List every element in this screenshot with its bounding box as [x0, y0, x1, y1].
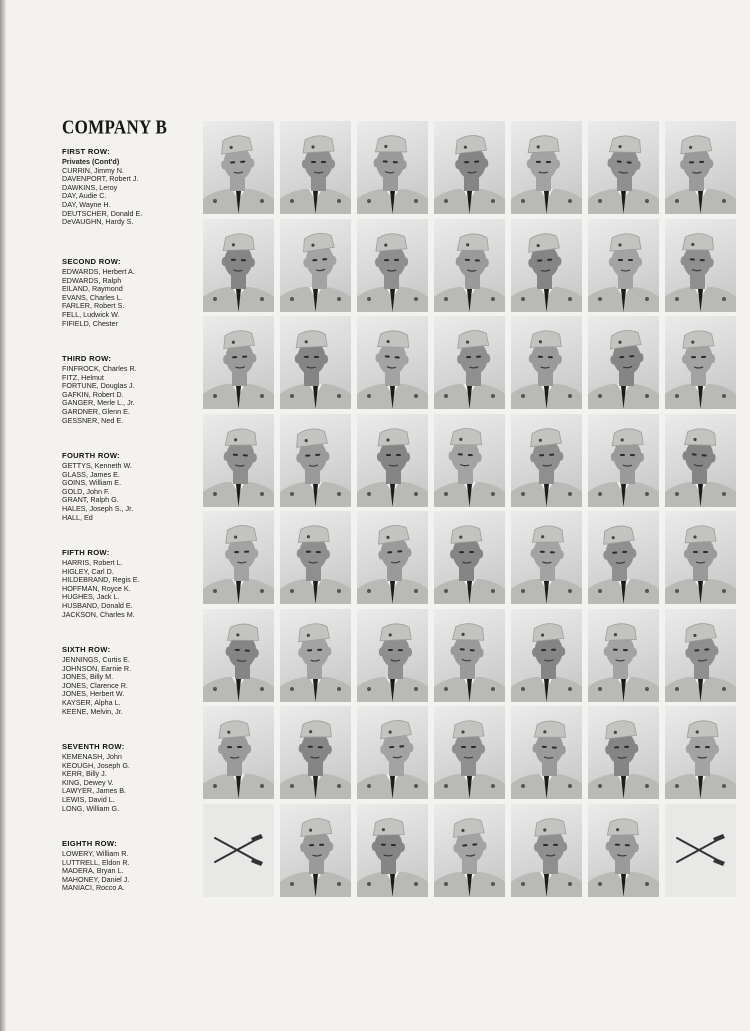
roster-name: KEOUGH, Joseph G. — [62, 760, 130, 770]
soldier-portrait-photo — [511, 609, 582, 702]
soldier-portrait-photo — [280, 804, 351, 897]
roster-name: HILDEBRAND, Regis E. — [62, 575, 140, 585]
crossed-rifles-insignia-icon — [665, 804, 736, 897]
soldier-portrait-photo — [665, 121, 736, 214]
soldier-portrait-photo — [665, 414, 736, 507]
soldier-portrait-photo — [665, 511, 736, 604]
roster-name: GRANT, Ralph G. — [62, 495, 119, 505]
roster-name: JONES, Billy M. — [62, 672, 114, 682]
roster-name: GLASS, James E. — [62, 469, 120, 479]
roster-name: LAWYER, James B. — [62, 786, 127, 796]
roster-name: LUTTRELL, Eldon R. — [62, 857, 130, 867]
roster-name: FINFROCK, Charles R. — [62, 364, 137, 373]
soldier-portrait-photo — [434, 609, 505, 702]
soldier-portrait-photo — [434, 219, 505, 312]
roster-name: GOINS, William E. — [62, 478, 122, 488]
soldier-portrait-photo — [280, 706, 351, 799]
roster-name: LONG, William G. — [62, 803, 120, 813]
roster-name: EDWARDS, Herbert A. — [62, 267, 135, 276]
roster-name: JACKSON, Charles M. — [62, 609, 135, 619]
roster-name: GANGER, Merle L., Jr. — [62, 398, 135, 408]
soldier-portrait-photo — [280, 414, 351, 507]
roster-name: EILAND, Raymond — [62, 284, 123, 294]
soldier-portrait-photo — [434, 414, 505, 507]
row-heading: FOURTH ROW: — [62, 451, 120, 460]
soldier-portrait-photo — [511, 414, 582, 507]
soldier-portrait-photo — [665, 219, 736, 312]
page-binding-edge — [0, 0, 6, 1031]
roster-name: MANIACI, Rocco A. — [62, 883, 125, 893]
roster-name: LEWIS, David L. — [62, 794, 115, 804]
roster-group — [62, 645, 197, 716]
roster-group — [62, 147, 197, 227]
row-heading: THIRD ROW: — [62, 354, 112, 363]
page-title: COMPANY B — [62, 116, 168, 138]
soldier-portrait-photo — [357, 316, 428, 409]
roster-name: FARLER, Robert S. — [62, 301, 125, 311]
soldier-portrait-photo — [203, 414, 274, 507]
soldier-portrait-photo — [357, 804, 428, 897]
soldier-portrait-photo — [357, 219, 428, 312]
soldier-portrait-photo — [280, 316, 351, 409]
roster-name: FITZ, Helmut — [62, 372, 104, 382]
crossed-rifles-insignia-icon — [203, 804, 274, 897]
roster-group — [62, 742, 197, 813]
roster-name: DAWKINS, Leroy — [62, 182, 118, 192]
soldier-portrait-photo — [511, 219, 582, 312]
soldier-portrait-photo — [588, 316, 659, 409]
roster-name: KING, Dewey V. — [62, 777, 114, 787]
roster-group — [62, 839, 197, 893]
soldier-portrait-photo — [665, 316, 736, 409]
soldier-portrait-photo — [511, 804, 582, 897]
roster-name: JONES, Herbert W. — [62, 689, 125, 699]
roster-name: GAFKIN, Robert D. — [62, 389, 124, 399]
soldier-portrait-photo — [203, 316, 274, 409]
soldier-portrait-photo — [588, 511, 659, 604]
soldier-portrait-photo — [203, 219, 274, 312]
soldier-portrait-photo — [203, 706, 274, 799]
roster-name: JOHNSON, Earnie R. — [62, 663, 132, 673]
row-heading: SECOND ROW: — [62, 257, 121, 266]
roster-group — [62, 451, 197, 522]
roster-name: EVANS, Charles L. — [62, 292, 123, 302]
soldier-portrait-photo — [203, 121, 274, 214]
roster-name: KEMENASH, John — [62, 752, 122, 761]
roster-name: MAHONEY, Daniel J. — [62, 874, 130, 884]
soldier-portrait-photo — [665, 706, 736, 799]
roster-name: HUGHES, Jack L. — [62, 592, 120, 602]
soldier-portrait-photo — [203, 609, 274, 702]
roster-name: CURRIN, Jimmy N. — [62, 165, 124, 175]
roster-name: GETTYS, Kenneth W. — [62, 461, 132, 470]
soldier-portrait-photo — [357, 609, 428, 702]
roster-name: DAVENPORT, Robert J. — [62, 174, 139, 184]
soldier-portrait-photo — [280, 219, 351, 312]
soldier-portrait-photo — [357, 706, 428, 799]
roster-name: FIFIELD, Chester — [62, 318, 118, 328]
soldier-portrait-photo — [357, 121, 428, 214]
roster-name: JONES, Clarence R. — [62, 680, 128, 690]
soldier-portrait-photo — [434, 316, 505, 409]
soldier-portrait-photo — [511, 121, 582, 214]
soldier-portrait-photo — [588, 609, 659, 702]
soldier-portrait-photo — [588, 414, 659, 507]
soldier-portrait-photo — [511, 706, 582, 799]
roster-group — [62, 354, 197, 425]
soldier-portrait-photo — [665, 609, 736, 702]
roster-name: HALL, Ed — [62, 512, 93, 522]
rank-subheading: Privates (Cont'd) — [62, 157, 120, 166]
roster-name: LOWERY, William R. — [62, 849, 129, 858]
roster-name: KEENE, Melvin, Jr. — [62, 706, 123, 716]
row-heading: EIGHTH ROW: — [62, 839, 118, 848]
roster-name: DeVAUGHN, Hardy S. — [62, 217, 134, 227]
row-heading: SIXTH ROW: — [62, 645, 111, 654]
roster-name: MADERA, Bryan L. — [62, 866, 124, 876]
soldier-portrait-photo — [588, 706, 659, 799]
roster-name: KERR, Billy J. — [62, 769, 107, 779]
roster-name: HARRIS, Robert L. — [62, 558, 123, 567]
row-heading: FIFTH ROW: — [62, 548, 110, 557]
soldier-portrait-photo — [357, 511, 428, 604]
roster-name: DAY, Wayne H. — [62, 199, 111, 209]
roster-name: EDWARDS, Ralph — [62, 275, 122, 285]
roster-name: FORTUNE, Douglas J. — [62, 381, 135, 391]
soldier-portrait-photo — [588, 121, 659, 214]
soldier-portrait-photo — [511, 316, 582, 409]
roster-name: GESSNER, Ned E. — [62, 415, 124, 425]
roster-name: HALES, Joseph S., Jr. — [62, 503, 134, 513]
photo-grid — [203, 121, 736, 897]
row-heading: SEVENTH ROW: — [62, 742, 125, 751]
row-heading: FIRST ROW: — [62, 147, 110, 156]
soldier-portrait-photo — [280, 511, 351, 604]
roster-name: KAYSER, Alpha L. — [62, 697, 121, 707]
soldier-portrait-photo — [588, 804, 659, 897]
soldier-portrait-photo — [280, 121, 351, 214]
roster-group — [62, 548, 197, 619]
roster-name: DEUTSCHER, Donald E. — [62, 208, 143, 218]
soldier-portrait-photo — [434, 511, 505, 604]
roster-name: HIGLEY, Carl D. — [62, 566, 114, 576]
roster-name: GARDNER, Glenn E. — [62, 406, 130, 416]
soldier-portrait-photo — [511, 511, 582, 604]
soldier-portrait-photo — [357, 414, 428, 507]
soldier-portrait-photo — [203, 511, 274, 604]
soldier-portrait-photo — [588, 219, 659, 312]
roster-name: JENNINGS, Curtis E. — [62, 655, 130, 664]
soldier-portrait-photo — [280, 609, 351, 702]
roster-group — [62, 257, 197, 328]
roster-name: FELL, Ludwick W. — [62, 309, 120, 319]
roster-name: HOFFMAN, Royce K. — [62, 583, 131, 593]
roster-name: GOLD, John F. — [62, 486, 110, 496]
soldier-portrait-photo — [434, 121, 505, 214]
soldier-portrait-photo — [434, 804, 505, 897]
roster-name: HUSBAND, Donald E. — [62, 600, 133, 610]
soldier-portrait-photo — [434, 706, 505, 799]
roster-name: DAY, Audie C. — [62, 191, 107, 201]
